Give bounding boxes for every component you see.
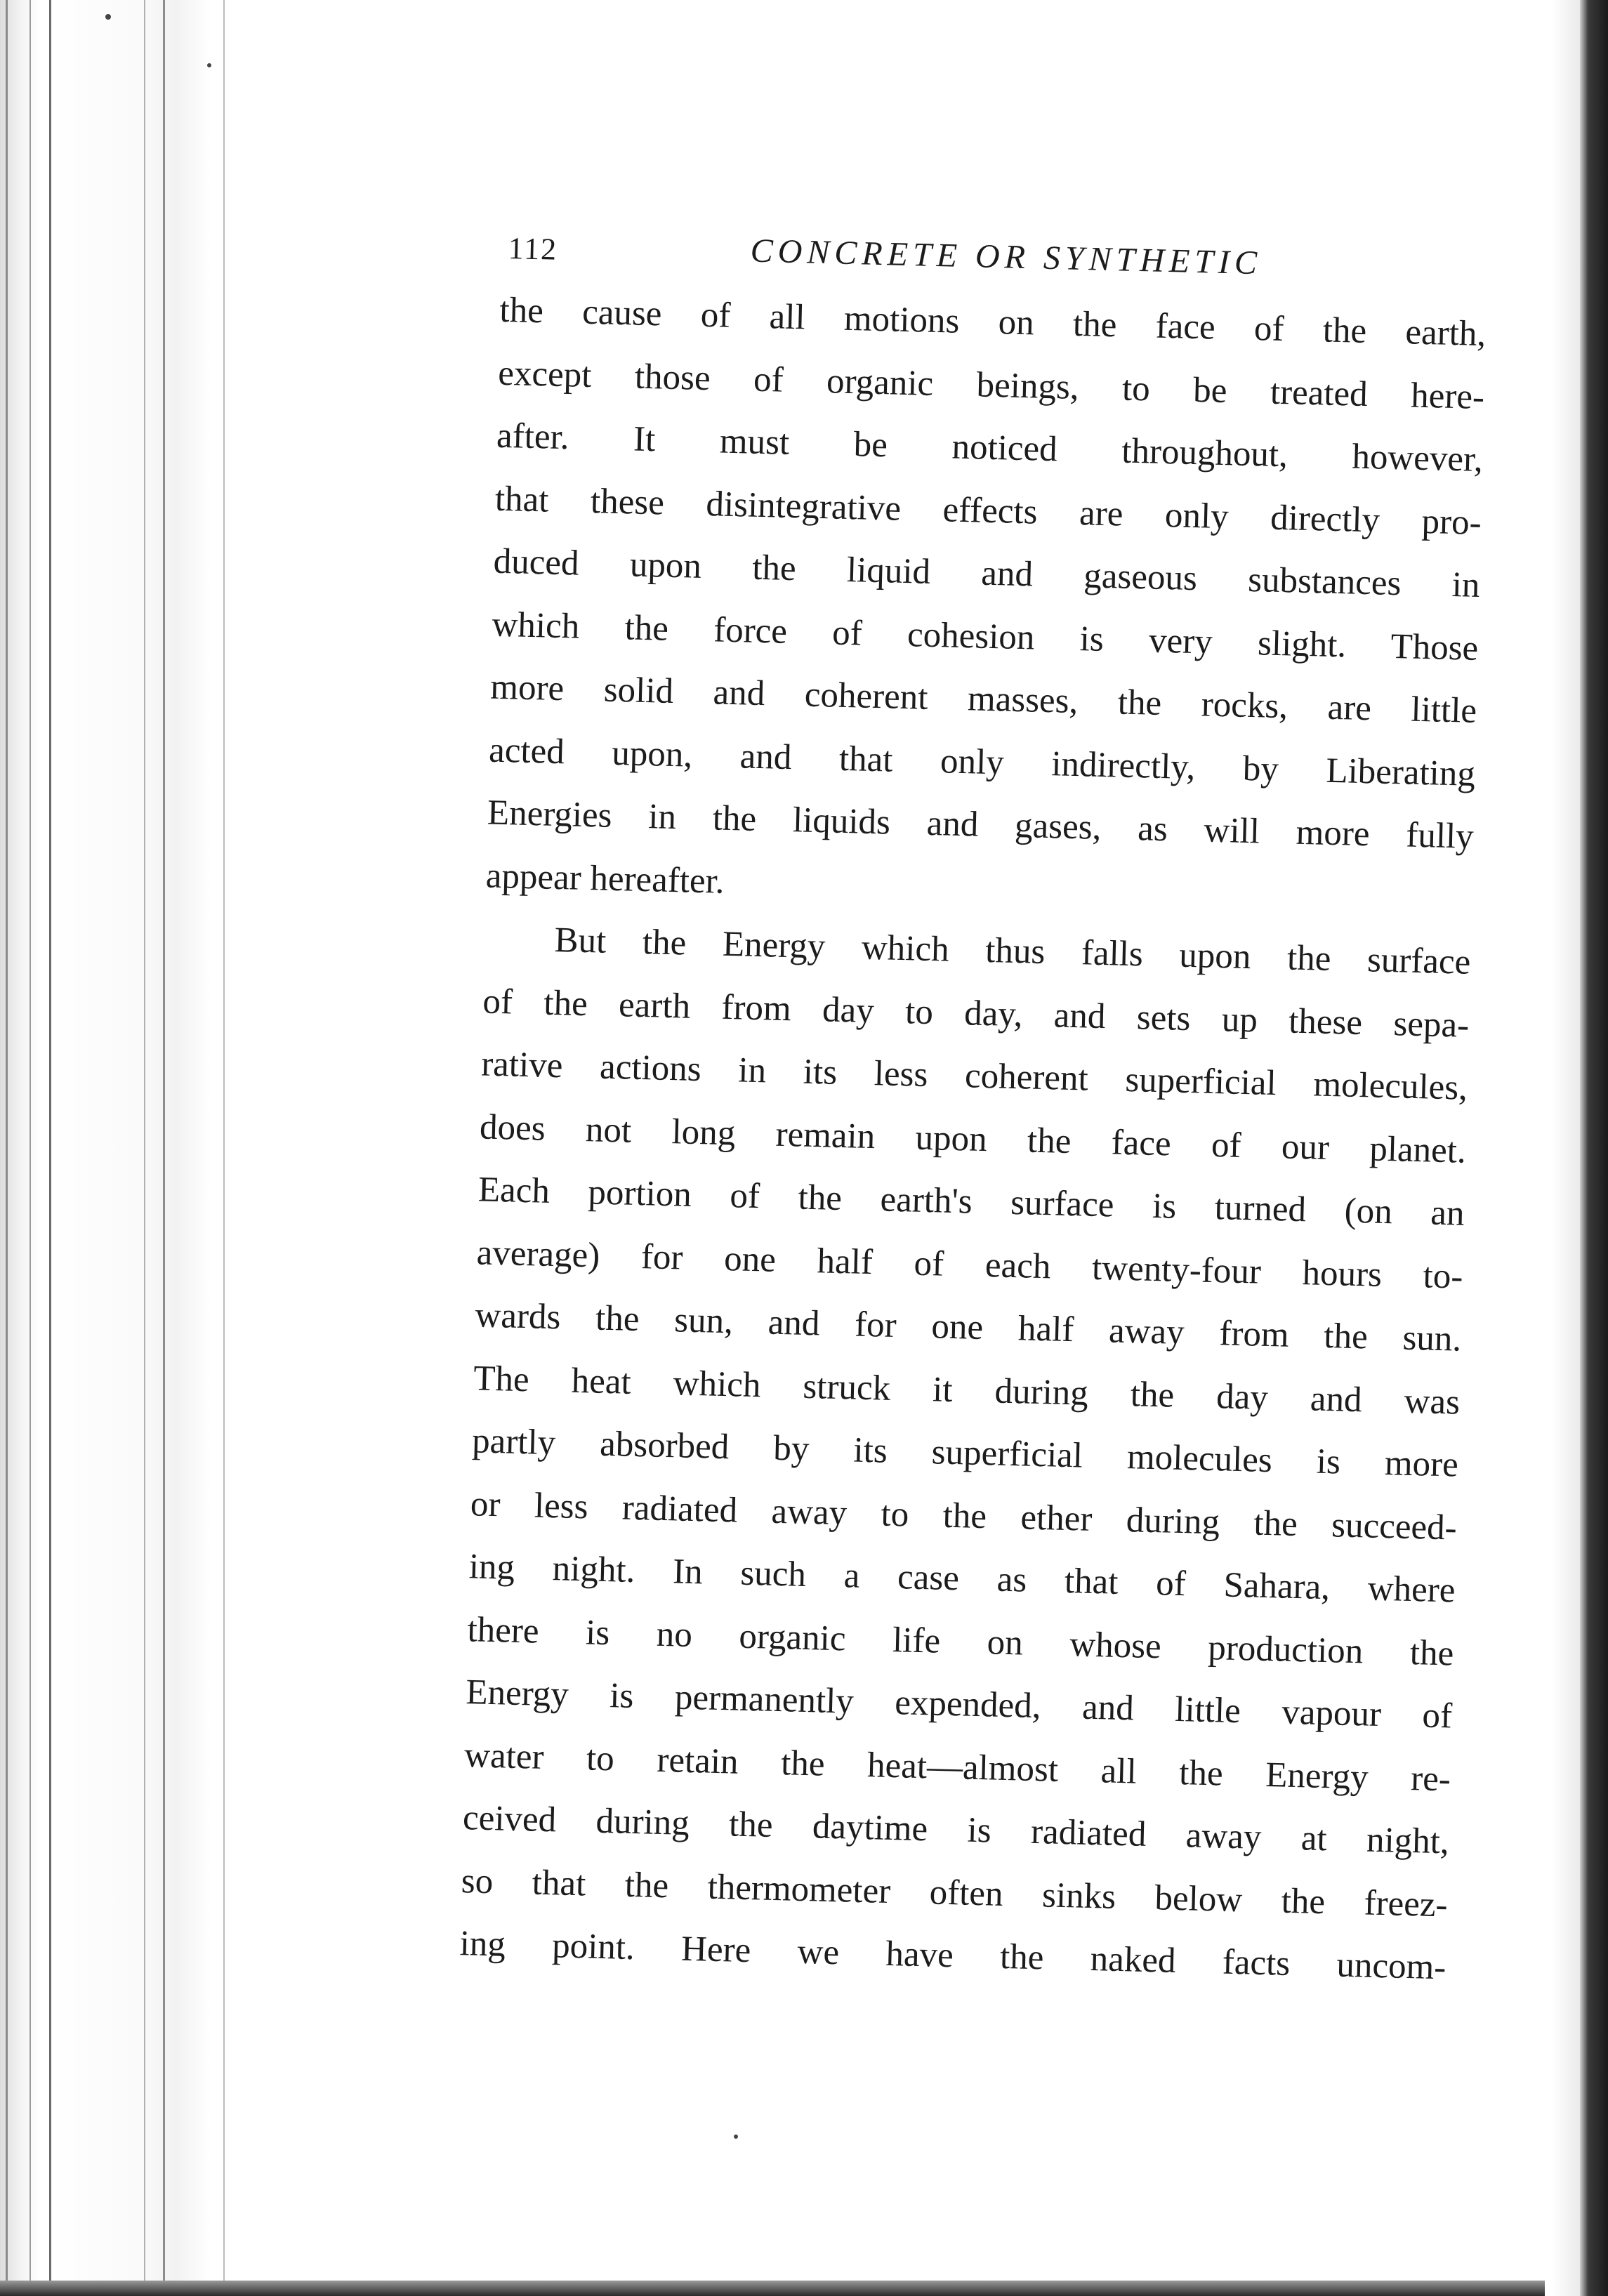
text-line: The heat which struck it during the day and was [473,1358,1461,1423]
text-line: partly absorbed by its superficial molecules is more [471,1421,1459,1485]
page-number: 112 [508,231,558,267]
gutter-line [49,0,51,2296]
text-line: so that the thermometer often sinks below the freez- [461,1861,1449,1925]
text-line: the cause of all motions on the face of the earth, [499,290,1487,355]
paragraph-2 [459,908,1472,2000]
text-line: wards the sun, and for one half away from the sun. [474,1295,1462,1359]
text-line: of the earth from day to day, and sets up these sepa- [482,981,1470,1045]
text-line: Each portion of the earth's surface is turned (on an [477,1170,1465,1234]
book-page [375,211,1503,2132]
text-line: more solid and coherent masses, the rocks, are little [489,667,1477,731]
text-line: ing point. Here we have the naked facts uncom- [459,1924,1446,1988]
page-edge-shade [1552,0,1580,2296]
body-text [378,277,1501,2000]
text-line: average) for one half of each twenty-four hours to- [476,1232,1464,1297]
text-line: that these disintegrative effects are only directly pro- [494,479,1482,543]
text-line: there is no organic life on whose production the [466,1609,1454,1674]
text-line: duced upon the liquid and gaseous substances in [493,541,1481,605]
text-line: or less radiated away to the ether during the succeed- [470,1484,1458,1548]
text-line: which the force of cohesion is very slight. Those [491,605,1479,668]
running-head: CONCRETE OR SYNTHETIC [750,232,1263,282]
text-line: ing night. In such a case as that of Sahara, where [468,1547,1456,1611]
text-line: acted upon, and that only indirectly, by Liberating [488,730,1476,794]
gutter-line [29,0,31,2296]
gutter-line [6,0,8,2296]
speck [207,63,211,67]
binding-gutter [0,0,232,2296]
text-line: does not long remain upon the face of our planet. [479,1107,1467,1171]
paragraph-1 [485,279,1487,932]
gutter-line [163,0,165,2296]
bottom-page-edge [0,2281,1545,2296]
gutter-line [144,0,145,2296]
text-line: Energies in the liquids and gases, as will more fully [487,793,1475,857]
text-line: ceived during the daytime is radiated away at night, [462,1798,1450,1862]
text-line: water to retain the heat—almost all the Energy re- [463,1735,1451,1799]
gutter-line [223,0,225,2296]
text-line: after. It must be noticed throughout, however, [496,416,1484,480]
speck [105,14,111,20]
right-page-edge [1580,0,1608,2296]
text-line: But the Energy which thus falls upon the surface [553,920,1471,982]
text-line: Energy is permanently expended, and little vapour of [465,1672,1453,1736]
text-line: appear hereafter. [485,856,725,902]
speck [734,2135,738,2139]
text-line: except those of organic beings, to be treated here- [497,353,1485,417]
text-line: rative actions in its less coherent superficial molecules, [480,1044,1468,1108]
